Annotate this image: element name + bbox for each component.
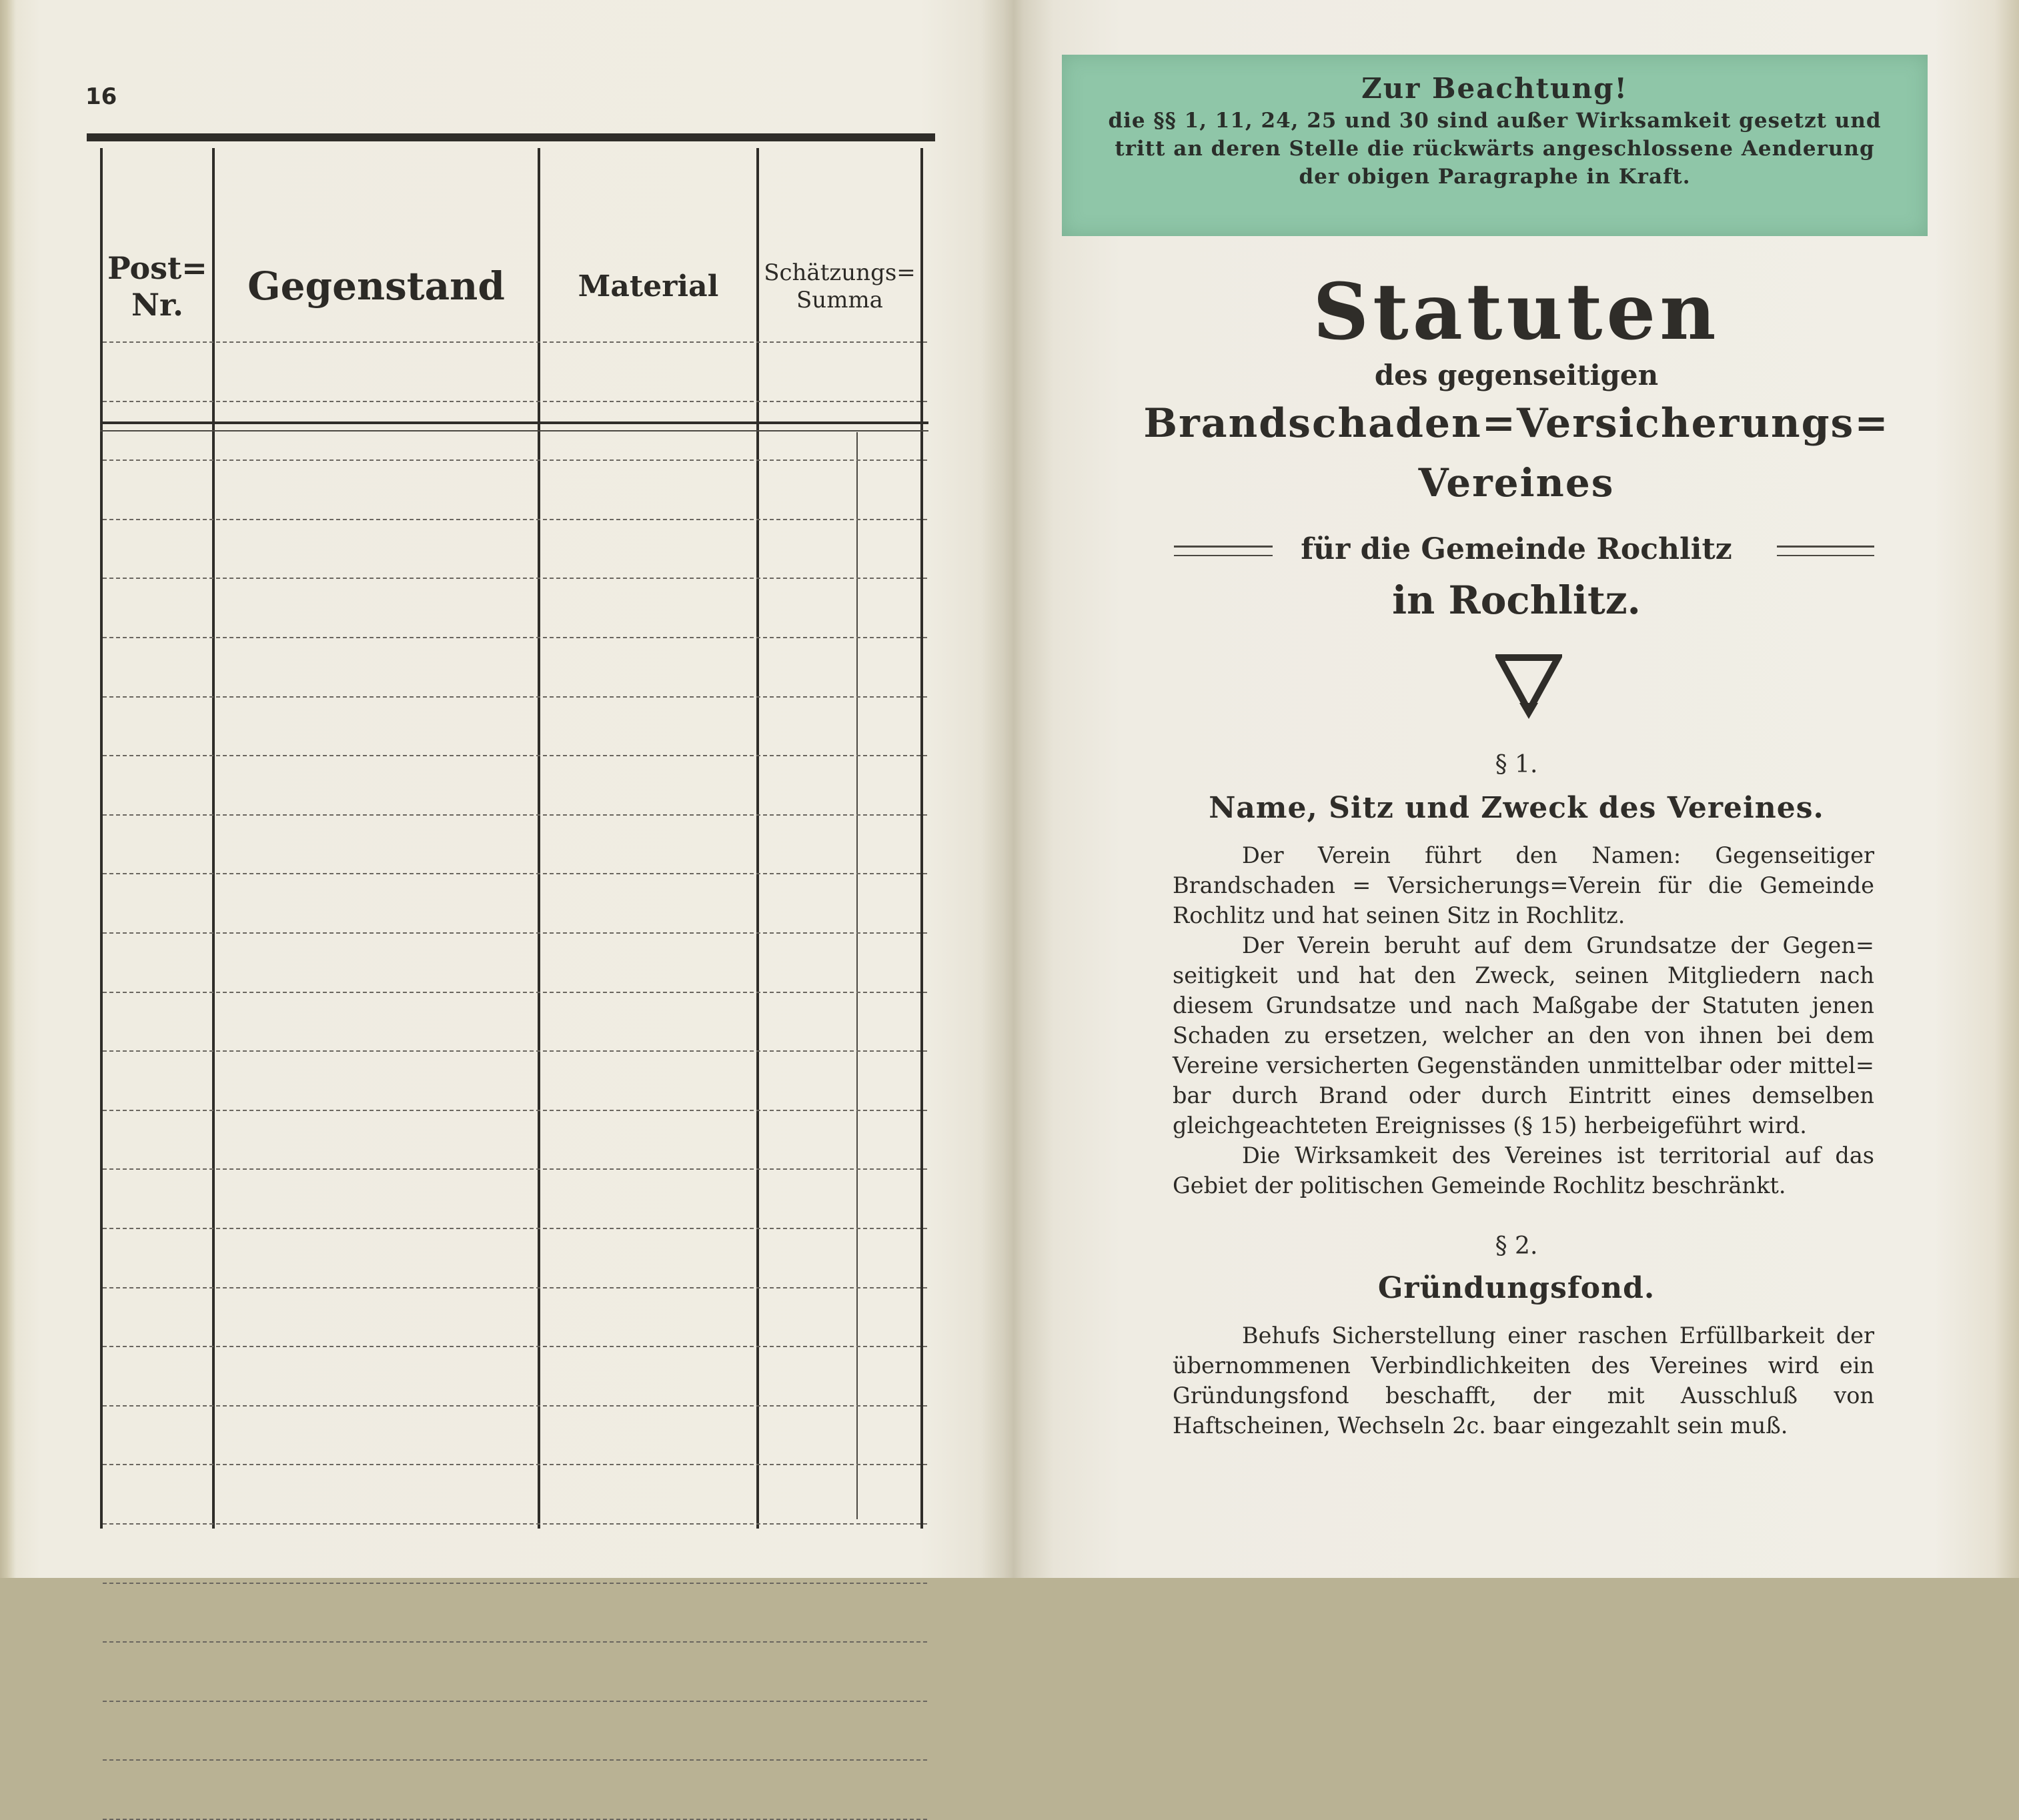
ledger-row-line [103, 1228, 927, 1229]
header-post-nr-line1: Post= [107, 249, 207, 286]
ledger-row-line [103, 1583, 927, 1584]
ledger-row-line [103, 992, 927, 993]
ledger-row-line [103, 1641, 927, 1643]
section-1-paragraph-1: Der Verein führt den Namen: Gegenseitiger Brandschaden = Versicherungs=Verein für die Gemeinde Rochlitz und hat seinen Sitz in Rochlitz. [1173, 842, 1874, 928]
notice-line-1: die §§ 1, 11, 24, 25 und 30 sind außer Wirksamkeit gesetzt und [1108, 109, 1882, 133]
header-post-nr-line2: Nr. [131, 287, 184, 323]
header-schaetzungs-line1: Schätzungs= [764, 259, 916, 287]
header-schaetzungs-line2: Summa [796, 287, 883, 313]
notice-line-3: der obigen Paragraphe in Kraft. [1299, 165, 1691, 189]
right-page [1014, 0, 2019, 1578]
section-2-body [1173, 1320, 1874, 1441]
header-schaetzungs-summa [759, 153, 920, 420]
subtitle-line-1: des gegenseitigen [1374, 359, 1659, 391]
ledger-row-line [103, 755, 927, 756]
subtitle-line-3: Vereines [1418, 460, 1615, 506]
left-page [0, 0, 1014, 1578]
page-number: 16 [85, 83, 117, 110]
ledger-row-line [103, 696, 927, 698]
ledger-row-line [103, 1110, 927, 1111]
subtitle-line-5: in Rochlitz. [1392, 578, 1641, 623]
decorative-rule-right-2 [1777, 555, 1874, 556]
ledger-row-line [103, 460, 927, 461]
ledger-row-line [103, 637, 927, 638]
ledger-row-line [103, 1346, 927, 1347]
notice-slip [1062, 55, 1928, 236]
ledger-row-line [103, 1523, 927, 1525]
ledger-row-line [103, 519, 927, 520]
decorative-rule-right-1 [1777, 546, 1874, 548]
section-1-heading: Name, Sitz und Zweck des Vereines. [1209, 791, 1824, 825]
document-title: Statuten [1313, 267, 1720, 357]
notice-line-2: tritt an deren Stelle die rückwärts angeschlossene Aenderung [1115, 137, 1875, 161]
header-gegenstand: Gegenstand [247, 263, 505, 309]
ledger-row-line [103, 1050, 927, 1052]
ledger-header-rule-thin [100, 430, 928, 431]
ledger-row-line [103, 401, 927, 402]
section-2-paragraph-1: Behufs Sicherstellung einer raschen Erfüllbarkeit der übernommenen Verbindlichkeiten des Vereines wird ein Gründungsfond beschafft, der mit Ausschluß von Haftscheinen, Wechseln 2c. baar eingezahlt sein muß. [1173, 1322, 1874, 1439]
section-2-number: § 2. [1495, 1232, 1538, 1260]
ledger-header-rule [100, 421, 928, 424]
ledger-top-rule [87, 133, 935, 141]
section-1-paragraph-3: Die Wirksamkeit des Vereines ist territorial auf das Gebiet der politischen Gemeinde Rochlitz beschränkt. [1173, 1142, 1874, 1198]
ledger-row-line [103, 578, 927, 579]
section-2-heading: Gründungsfond. [1377, 1271, 1655, 1305]
ledger-row-line [103, 1287, 927, 1288]
ledger-col-line-outer-right [920, 148, 923, 1529]
ledger-row-line [103, 932, 927, 934]
triangle-emblem-icon [1495, 654, 1562, 720]
ledger-table [87, 133, 935, 1521]
section-1-number: § 1. [1495, 751, 1538, 778]
notice-title: Zur Beachtung! [1361, 72, 1628, 105]
ledger-row-line [103, 1701, 927, 1702]
ledger-row-line [103, 873, 927, 874]
header-material: Material [578, 269, 719, 303]
ledger-row-line [103, 814, 927, 816]
ledger-row-line [103, 1464, 927, 1465]
subtitle-line-2: Brandschaden=Versicherungs= [1143, 400, 1890, 447]
subtitle-line-4: für die Gemeinde Rochlitz [1301, 532, 1732, 566]
header-post-nr [103, 153, 212, 420]
ledger-row-line [103, 1168, 927, 1170]
ledger-row-line [103, 1759, 927, 1761]
ledger-sum-subdivider [856, 432, 858, 1519]
section-1-body [1173, 840, 1874, 1200]
ledger-row-line [103, 1405, 927, 1407]
ledger-row-line [103, 341, 927, 343]
section-1-paragraph-2: Der Verein beruht auf dem Grundsatze der Gegen= seitigkeit und hat den Zweck, seinen Mitgliedern nach diesem Grundsatze und nach Maßgabe der Statuten jenen Schaden zu ersetzen, welcher an den von ihnen bei dem Vereine versicherten Gegenständen unmittelbar oder mittel= bar durch Brand oder durch Eintritt eines demselben gleichgeachteten Ereignisses (§ 15) herbeigeführt wird. [1173, 932, 1874, 1138]
